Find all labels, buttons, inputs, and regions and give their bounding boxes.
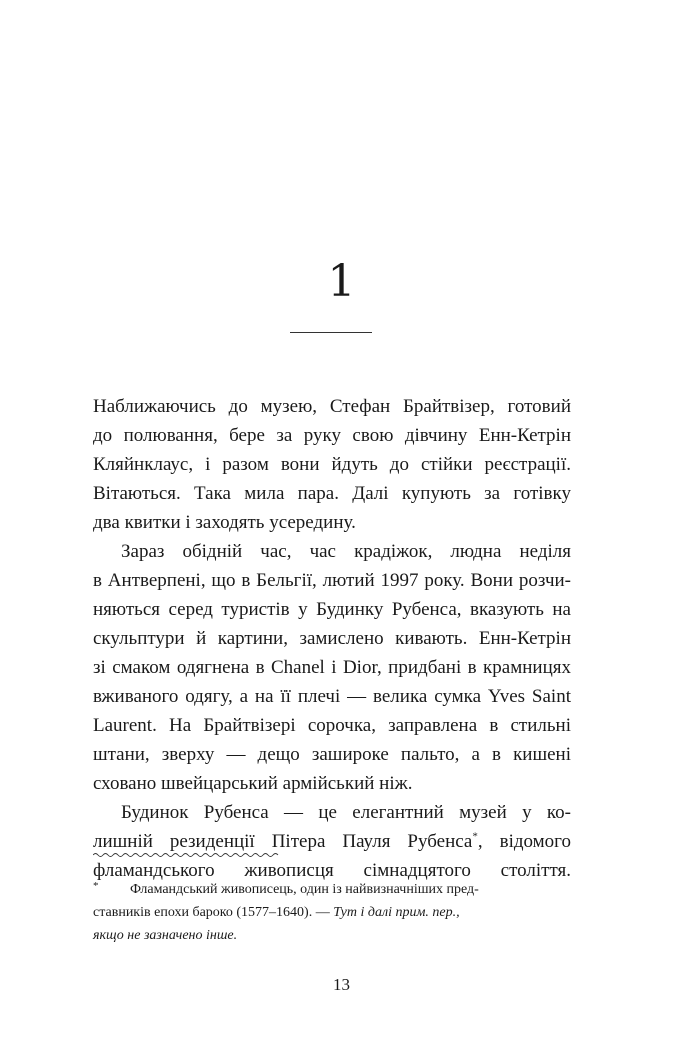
- text-segment: , відомого: [477, 831, 571, 852]
- text-line: Laurent. На Брайтвізері сорочка, заправлена в стильні: [93, 715, 571, 736]
- text-line: скульптури й картини, замислено кивають. Енн-Кетрін: [93, 628, 571, 649]
- text-segment: лишній резиденції Пітера Пауля Рубенса: [93, 831, 473, 852]
- text-line: Кляйнклаус, і разом вони йдуть до стійки реєстрації.: [93, 454, 571, 475]
- text-line: штани, зверху — дещо зашироке пальто, а в кишені: [93, 744, 571, 765]
- text-line: Будинок Рубенса — це елегантний музей у ко-: [121, 802, 571, 823]
- footnote-reference[interactable]: *: [472, 830, 478, 843]
- footnote-line: [93, 924, 571, 947]
- footnote-separator: [93, 852, 279, 858]
- text-line: няються серед туристів у Будинку Рубенса, вказують на: [93, 599, 571, 620]
- chapter-divider: [290, 332, 372, 333]
- text-line: Наближаючись до музею, Стефан Брайтвізер, готовий: [93, 396, 571, 417]
- footnote-mark: *: [93, 880, 99, 892]
- text-line: до полювання, бере за руку свою дівчину Енн-Кетрін: [93, 425, 571, 446]
- text-line: два квитки і заходять усередину.: [93, 512, 356, 533]
- footnote-line: [93, 901, 571, 924]
- footnote: [93, 878, 571, 947]
- page-number: 13: [333, 975, 350, 994]
- footnote-line: Фламандський живописець, один із найвизначніших пред-: [130, 882, 479, 897]
- text-line: вживаного одягу, а на її плечі — велика сумка Yves Saint: [93, 686, 571, 707]
- text-segment-italic: якщо не зазначено інше.: [93, 928, 238, 943]
- text-line: Вітаються. Така мила пара. Далі купують за готівку: [93, 483, 571, 504]
- paragraph: [93, 798, 571, 885]
- chapter-number: 1: [327, 256, 356, 307]
- text-line: зі смаком одягнена в Chanel і Dior, придбані в крамницях: [93, 657, 571, 678]
- text-line: Зараз обідній час, час крадіжок, людна неділя: [121, 541, 571, 562]
- body-text: [93, 392, 571, 885]
- text-line: в Антверпені, що в Бельгії, лютий 1997 року. Вони розчи-: [93, 570, 571, 591]
- paragraph: [93, 392, 571, 537]
- text-segment-italic: Тут і далі прим. пер.,: [333, 905, 460, 920]
- text-segment: ставників епохи бароко (1577–1640). —: [93, 905, 334, 920]
- text-line: сховано швейцарський армійський ніж.: [93, 773, 413, 794]
- text-line: фламандського живописця сімнадцятого століття.: [93, 860, 571, 881]
- paragraph: [93, 537, 571, 798]
